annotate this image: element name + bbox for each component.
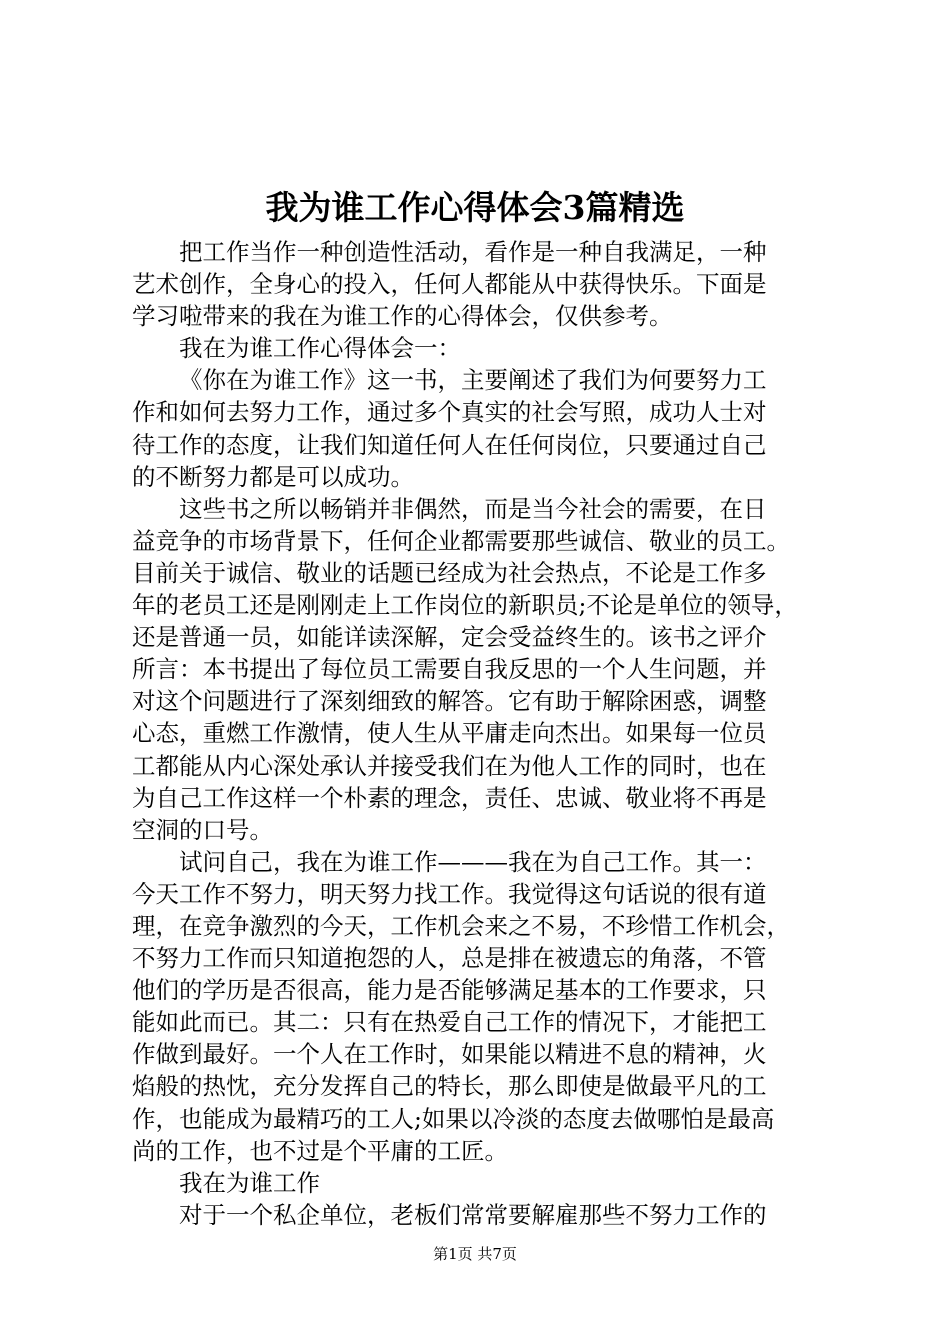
text-line: 《你在为谁工作》这一书，主要阐述了我们为何要努力工 xyxy=(179,366,767,395)
text-line: 这些书之所以畅销并非偶然，而是当今社会的需要，在日 xyxy=(179,494,767,523)
text-line: 对这个问题进行了深刻细致的解答。它有助于解除困惑，调整 xyxy=(132,687,767,716)
text-line: 学习啦带来的我在为谁工作的心得体会，仅供参考。 xyxy=(132,302,673,331)
text-line: 年的老员工还是刚刚走上工作岗位的新职员;不论是单位的领导， xyxy=(132,591,798,620)
text-line: 把工作当作一种创造性活动，看作是一种自我满足，一种 xyxy=(179,238,767,266)
text-line: 作和如何去努力工作，通过多个真实的社会写照，成功人士对 xyxy=(132,398,767,427)
text-line: 目前关于诚信、敬业的话题已经成为社会热点，不论是工作多 xyxy=(132,558,767,587)
text-line: 待工作的态度，让我们知道任何人在任何岗位，只要通过自己 xyxy=(132,430,767,459)
page-footer: 第1页 共7页 xyxy=(433,1245,517,1263)
text-line: 尚的工作，也不过是个平庸的工匠。 xyxy=(132,1136,508,1165)
text-line: 心态，重燃工作激情，使人生从平庸走向杰出。如果每一位员 xyxy=(132,719,767,748)
text-line: 的不断努力都是可以成功。 xyxy=(132,462,414,491)
text-line: 工都能从内心深处承认并接受我们在为他人工作的同时，也在 xyxy=(132,751,767,780)
text-line: 对于一个私企单位，老板们常常要解雇那些不努力工作的 xyxy=(179,1200,767,1229)
text-line: 艺术创作，全身心的投入，任何人都能从中获得快乐。下面是 xyxy=(132,270,767,299)
text-line: 作，也能成为最精巧的工人;如果以冷淡的态度去做哪怕是最高 xyxy=(132,1104,775,1133)
text-line: 理，在竞争激烈的今天，工作机会来之不易，不珍惜工作机会， xyxy=(132,911,790,940)
text-line: 还是普通一员，如能详读深解，定会受益终生的。该书之评介 xyxy=(132,623,767,652)
text-line: 他们的学历是否很高，能力是否能够满足基本的工作要求，只 xyxy=(132,976,767,1005)
document-title: 我为谁工作心得体会3篇精选 xyxy=(265,188,685,227)
document-body xyxy=(132,236,832,1231)
text-line: 不努力工作而只知道抱怨的人，总是排在被遗忘的角落，不管 xyxy=(132,944,767,973)
text-line: 益竞争的市场背景下，任何企业都需要那些诚信、敬业的员工。 xyxy=(132,526,790,555)
text-line: 我在为谁工作心得体会一： xyxy=(179,334,461,363)
text-line: 所言：本书提出了每位员工需要自我反思的一个人生问题，并 xyxy=(132,655,767,684)
text-line: 我在为谁工作 xyxy=(179,1168,320,1197)
text-line: 焰般的热忱，充分发挥自己的特长，那么即使是做最平凡的工 xyxy=(132,1072,767,1101)
text-line: 为自己工作这样一个朴素的理念，责任、忠诚、敬业将不再是 xyxy=(132,783,767,812)
text-line: 能如此而已。其二：只有在热爱自己工作的情况下，才能把工 xyxy=(132,1008,767,1037)
text-line: 空洞的口号。 xyxy=(132,815,273,844)
text-line: 作做到最好。一个人在工作时，如果能以精进不息的精神，火 xyxy=(132,1040,767,1069)
text-line: 今天工作不努力，明天努力找工作。我觉得这句话说的很有道 xyxy=(132,879,767,908)
text-line: 试问自己，我在为谁工作———我在为自己工作。其一： xyxy=(179,847,767,876)
